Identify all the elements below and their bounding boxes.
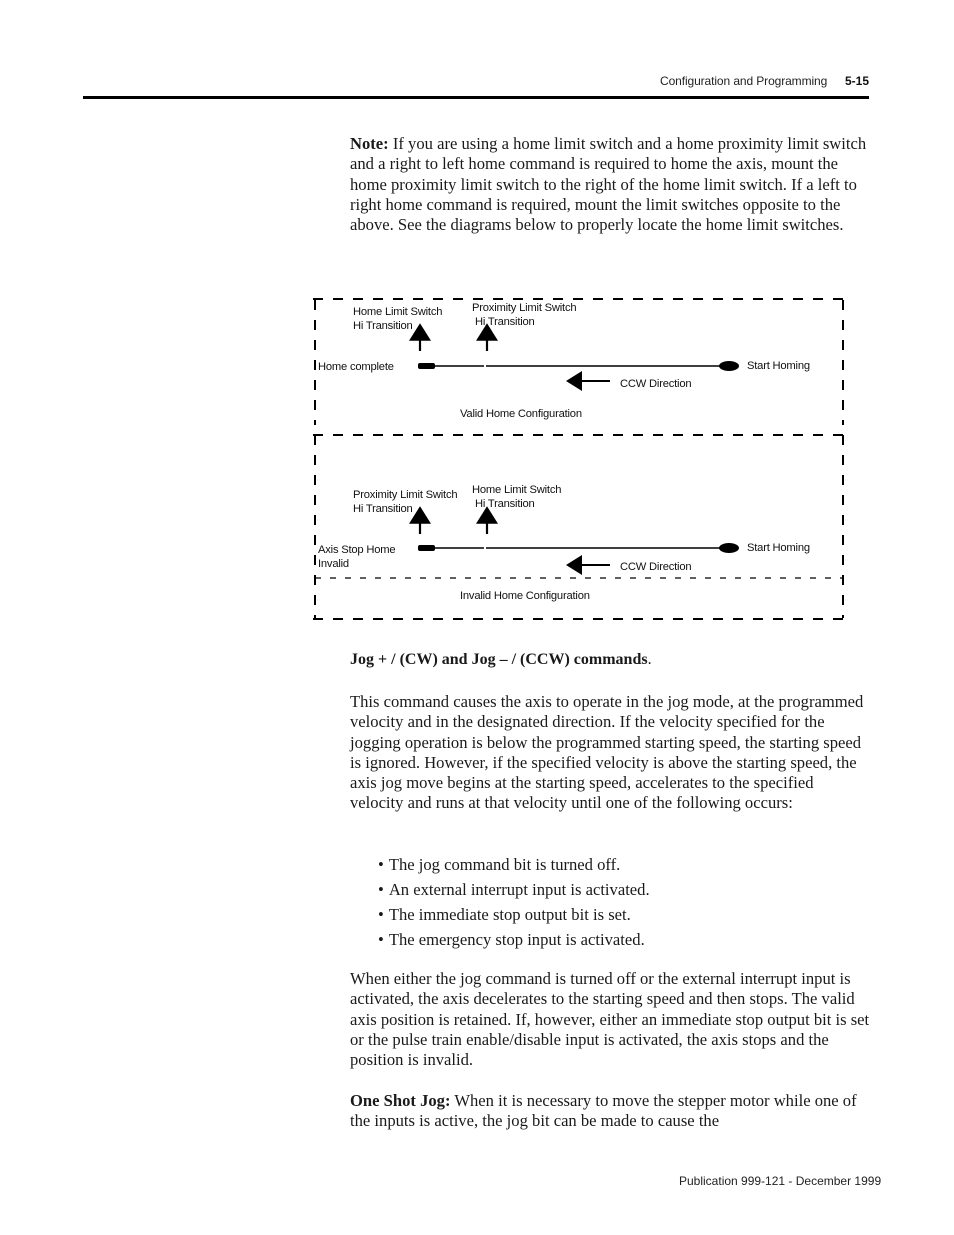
one-shot-jog-paragraph [350, 1091, 870, 1132]
valid-start-homing-label: Start Homing [747, 360, 810, 372]
invalid-prox-switch-label: Proximity Limit Switch Hi Transition [353, 489, 458, 515]
invalid-start-homing-label: Start Homing [747, 542, 810, 554]
note-label: Note: [350, 134, 389, 153]
valid-prox-switch-label: Proximity Limit Switch Hi Transition [472, 302, 577, 328]
valid-configuration [418, 332, 739, 381]
invalid-ccw-direction-label: CCW Direction [620, 561, 692, 573]
list-item: • The jog command bit is turned off. [378, 855, 650, 880]
stop-conditions-list [378, 855, 650, 955]
list-item: • The immediate stop output bit is set. [378, 905, 650, 930]
start-marker [719, 361, 739, 371]
page-number: 5-15 [845, 74, 870, 88]
home-complete-marker [418, 363, 435, 369]
one-shot-jog-text: When it is necessary to move the stepper motor while one of the inputs is active, the jog bit can be made to cause the [350, 1091, 857, 1131]
home-complete-label: Home complete [318, 361, 394, 373]
valid-ccw-direction-label: CCW Direction [620, 378, 692, 390]
jog-commands-heading: Jog + / (CW) and Jog – / (CCW) commands. [350, 651, 652, 668]
running-header-section: Configuration and Programming [660, 74, 828, 88]
publication-footer: Publication 999-121 - December 1999 [679, 1174, 882, 1188]
invalid-home-switch-label: Home Limit Switch Hi Transition [472, 484, 562, 510]
invalid-configuration-caption: Invalid Home Configuration [460, 590, 590, 602]
diagram-frame [313, 299, 845, 619]
list-item: • The emergency stop input is activated. [378, 930, 650, 955]
valid-home-switch-label: Home Limit Switch Hi Transition [353, 306, 443, 332]
jog-description-paragraph: This command causes the axis to operate in the jog mode, at the programmed velocity and in the designated direction. If the velocity specified for the jogging operation is below the programmed starting speed, the starting speed is ignored. However, if the specified velocity is above the starting speed, the axis jog move begins at the starting speed, accelerates to the specified velocity and runs at that velocity until one of the following occurs: [350, 692, 864, 813]
axis-stop-marker [418, 545, 435, 551]
note-text: If you are using a home limit switch and a home proximity limit switch and a right to left home command is required to home the axis, mount the home proximity limit switch to the right of the home limit switch. If a left to right home command is required, mount the limit switches opposite to the above. See the diagrams below to properly locate the home limit switches. [350, 134, 867, 235]
list-item: • An external interrupt input is activated. [378, 880, 650, 905]
invalid-configuration [418, 515, 739, 565]
stop-behavior-paragraph: When either the jog command is turned off or the external interrupt input is activated, the axis decelerates to the starting speed and then stops. The valid axis position is retained. If, however, either an immediate stop output bit is set or the pulse train enable/disable input is activated, the axis stops and the position is invalid. [350, 969, 870, 1070]
start-marker [719, 543, 739, 553]
one-shot-jog-label: One Shot Jog: [350, 1091, 451, 1110]
axis-stop-label: Axis Stop Home Invalid [318, 544, 396, 570]
valid-configuration-caption: Valid Home Configuration [460, 408, 582, 420]
